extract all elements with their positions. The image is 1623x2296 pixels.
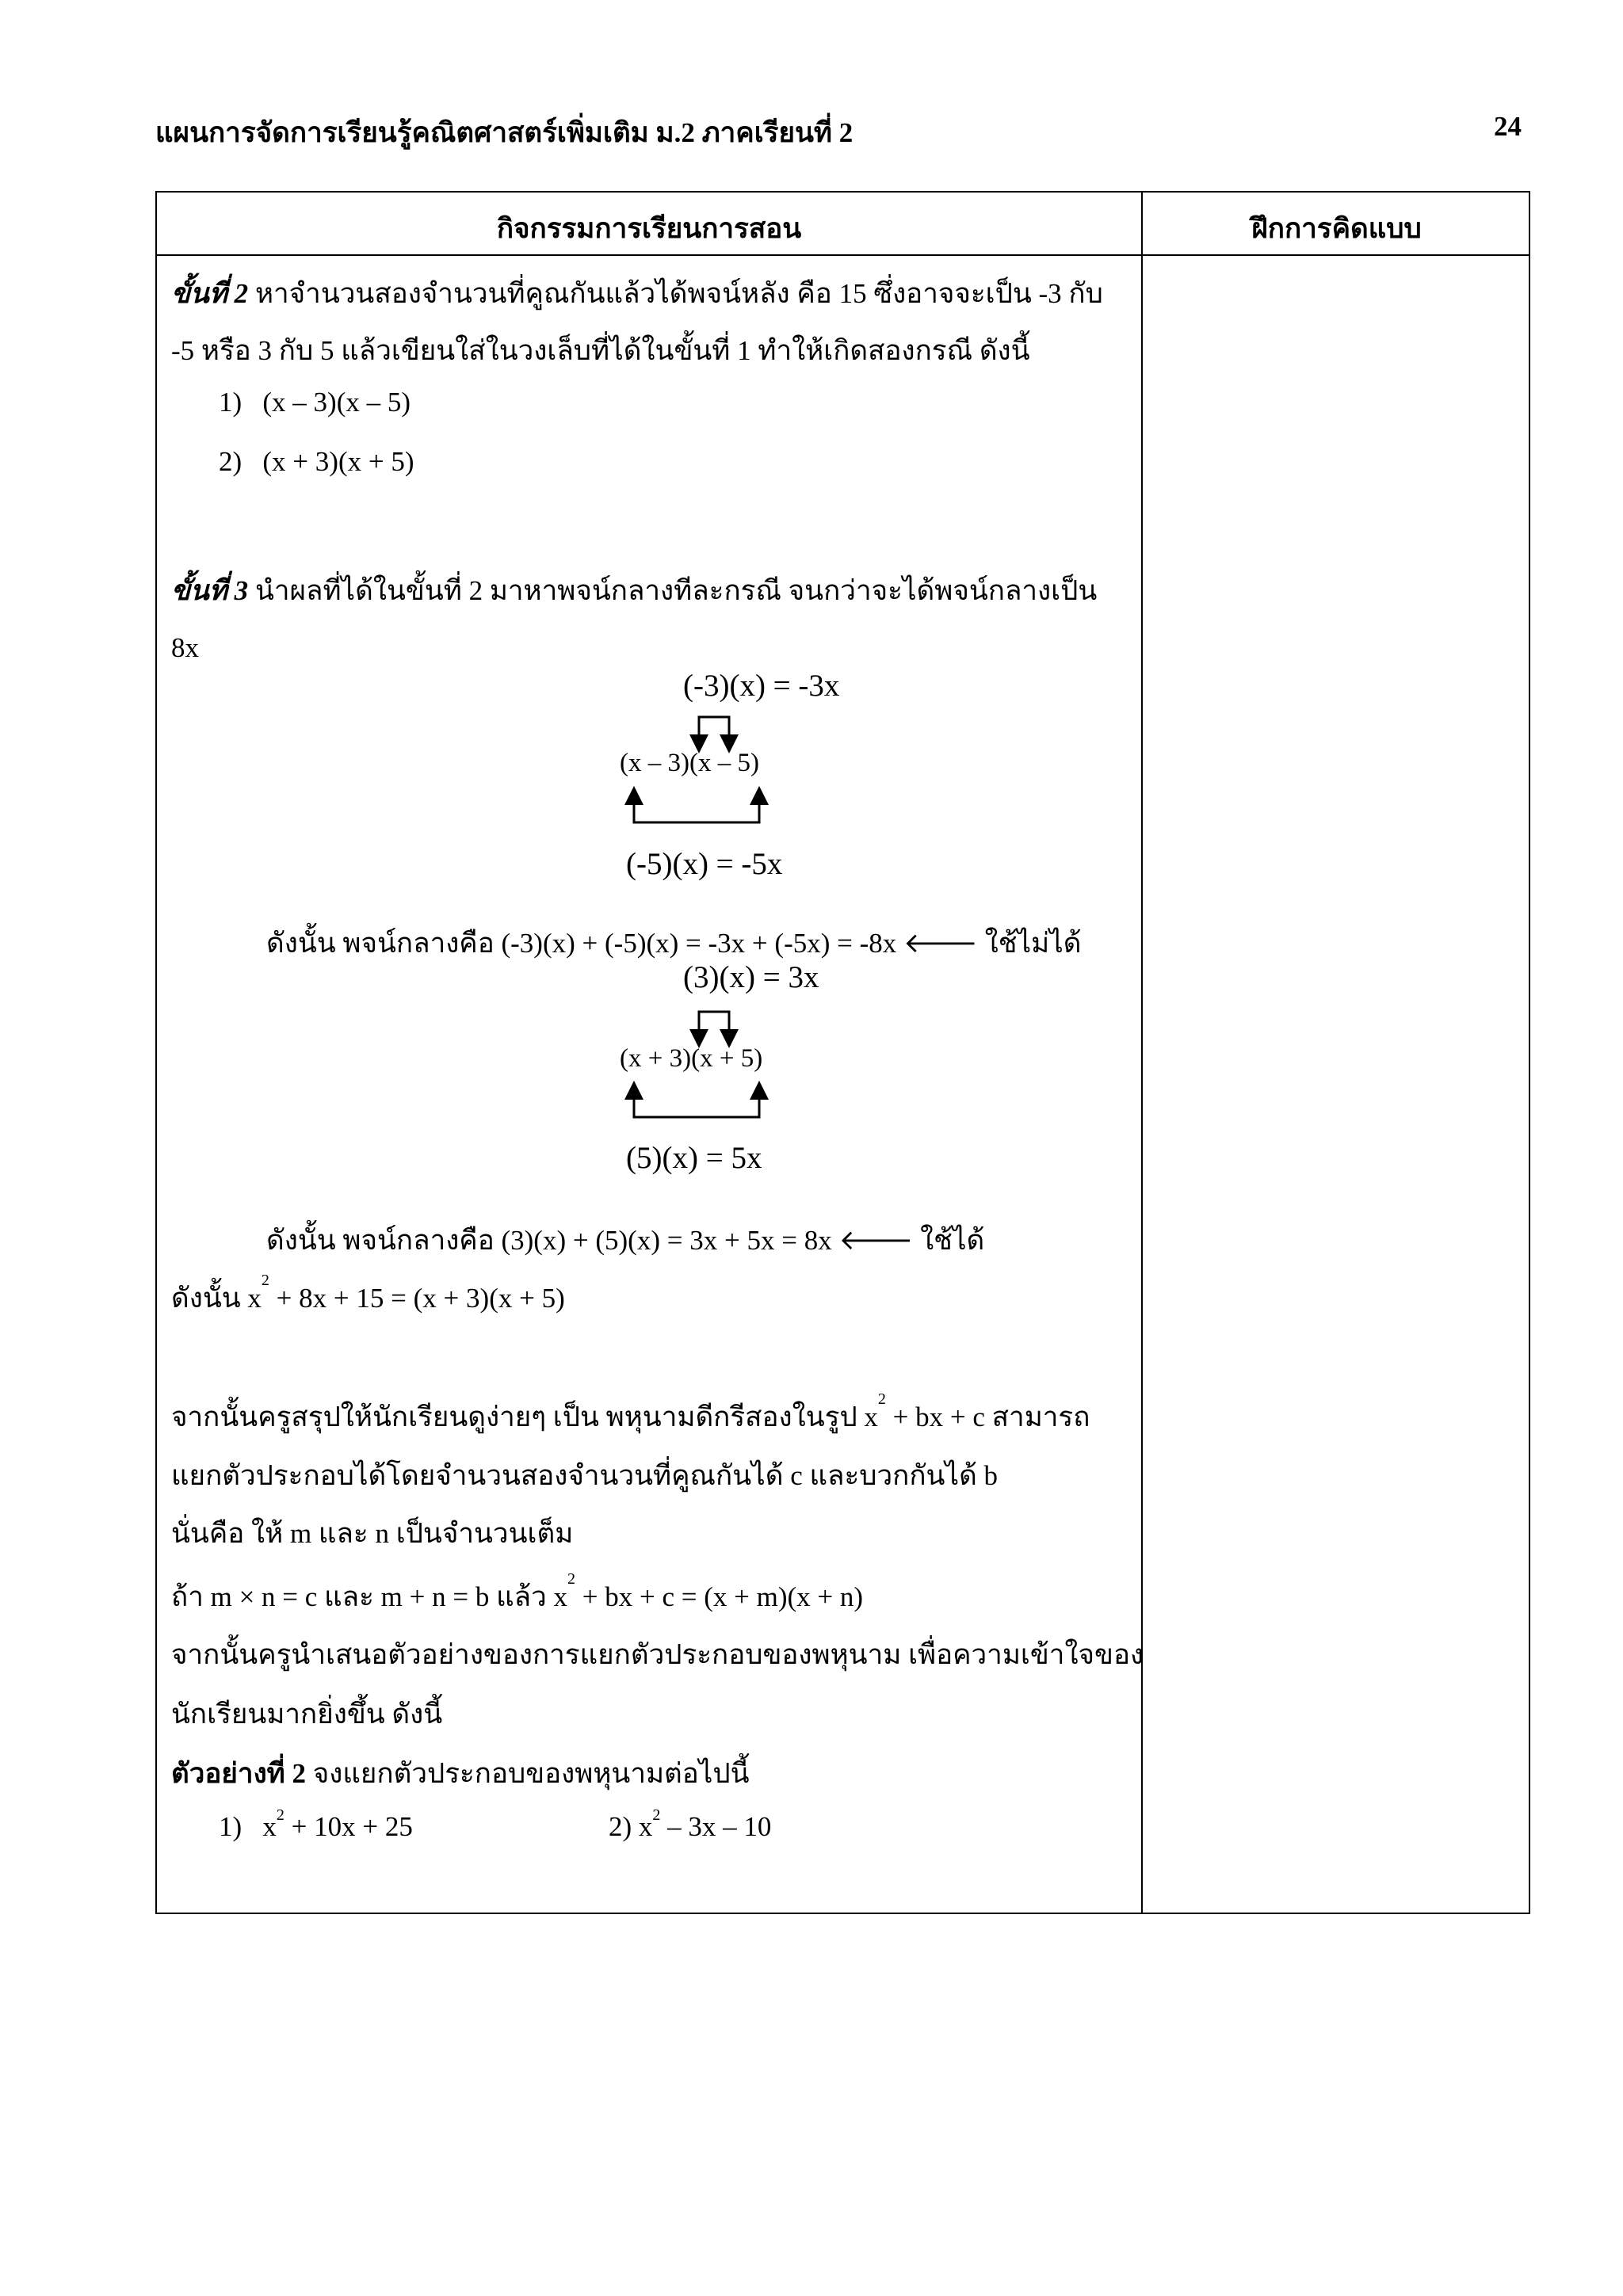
- diagram2-bottom-product: (5)(x) = 5x: [626, 1141, 762, 1175]
- example2-item2: [609, 1806, 772, 1843]
- step2-text1: หาจำนวนสองจำนวนที่คูณกันแล้วได้พจน์หลัง คือ 15 ซึ่งอาจจะเป็น -3 กับ: [248, 278, 1103, 309]
- example2-item1-number: 1): [219, 1811, 242, 1842]
- example2-item2-b: – 3x – 10: [660, 1811, 772, 1842]
- diagram2-expression: (x + 3)(x + 5): [620, 1044, 763, 1073]
- factorization-result: [171, 1272, 565, 1320]
- diagram1-expression: (x – 3)(x – 5): [620, 749, 759, 777]
- diagram2-conclusion: [266, 1219, 984, 1262]
- step3-text1: นำผลที่ได้ในขั้นที่ 2 มาหาพจน์กลางทีละกรณี จนกว่าจะได้พจน์กลางเป็น: [248, 575, 1098, 606]
- case1-number: 1): [219, 387, 242, 418]
- step2-label: ขั้นที่ 2: [171, 278, 249, 309]
- summary-line4-b: + bx + c = (x + m)(x + n): [575, 1581, 864, 1612]
- diagram1-conclusion: [266, 921, 1082, 965]
- result-exponent: 2: [261, 1272, 269, 1289]
- example2-item2-a: 2) x: [609, 1811, 653, 1842]
- diagram2-outer-arrows: [617, 1077, 807, 1141]
- left-arrow-icon: 🡐: [838, 1225, 914, 1256]
- diagram2-conclusion-text: ดังนั้น พจน์กลางคือ (3)(x) + (5)(x) = 3x + 5x = 8x: [266, 1225, 832, 1256]
- header-divider: [157, 254, 1529, 256]
- document-header-title: แผนการจัดการเรียนรู้คณิตศาสตร์เพิ่มเติม ม.2 ภาคเรียนที่ 2: [155, 117, 854, 148]
- case2-expression: (x + 3)(x + 5): [262, 446, 414, 477]
- summary-line4-a: ถ้า m × n = c และ m + n = b แล้ว x: [171, 1581, 567, 1612]
- summary-line4: [171, 1570, 864, 1619]
- summary-line6: นักเรียนมากยิ่งขึ้น ดังนี้: [171, 1699, 443, 1730]
- example2-heading: [171, 1752, 750, 1795]
- summary-line2: แยกตัวประกอบได้โดยจำนวนสองจำนวนที่คูณกันได้ c และบวกกันได้ b: [171, 1460, 999, 1491]
- lesson-table: [155, 191, 1530, 1914]
- page-number: 24: [1494, 111, 1522, 142]
- step3-label: ขั้นที่ 3: [171, 575, 249, 606]
- result-prefix: ดังนั้น x: [171, 1283, 262, 1314]
- diagram1-bottom-product: (-5)(x) = -5x: [626, 847, 783, 881]
- summary-line4-exponent: 2: [567, 1570, 575, 1588]
- summary-line1-a: จากนั้นครูสรุปให้นักเรียนดูง่ายๆ เป็น พหุนามดีกรีสองในรูป x: [171, 1402, 878, 1432]
- diagram2-top-product: (3)(x) = 3x: [683, 960, 819, 994]
- column-header-activities: กิจกรรมการเรียนการสอน: [496, 213, 802, 244]
- summary-line1-exponent: 2: [877, 1390, 886, 1408]
- example2-item2-exponent: 2: [652, 1806, 661, 1824]
- step3-line2: 8x: [171, 632, 199, 663]
- column-header-thinking: ฝึกการคิดแบบ: [1251, 213, 1422, 244]
- diagram1-top-product: (-3)(x) = -3x: [683, 669, 840, 703]
- step2-line1: [171, 272, 1103, 315]
- case1: [219, 387, 411, 418]
- summary-line1: [171, 1390, 1090, 1439]
- case1-expression: (x – 3)(x – 5): [262, 387, 411, 418]
- case2-number: 2): [219, 446, 242, 477]
- example2-item1-b: + 10x + 25: [284, 1811, 413, 1842]
- diagram1-verdict: ใช้ไม่ได้: [984, 928, 1082, 959]
- example2-item1: [219, 1806, 413, 1843]
- step3-line1: [171, 569, 1097, 612]
- left-arrow-icon: 🡐: [903, 928, 978, 959]
- example2-item1-a: x: [262, 1811, 277, 1842]
- summary-line5: จากนั้นครูนำเสนอตัวอย่างของการแยกตัวประกอบของพหุนาม เพื่อความเข้าใจของ: [171, 1639, 1144, 1670]
- diagram1-conclusion-text: ดังนั้น พจน์กลางคือ (-3)(x) + (-5)(x) = -3x + (-5x) = -8x: [266, 928, 897, 959]
- diagram2-verdict: ใช้ได้: [920, 1225, 985, 1256]
- summary-line3: นั่นคือ ให้ m และ n เป็นจำนวนเต็ม: [171, 1518, 574, 1549]
- case2: [219, 446, 414, 478]
- example2-text: จงแยกตัวประกอบของพหุนามต่อไปนี้: [305, 1758, 750, 1789]
- result-suffix: + 8x + 15 = (x + 3)(x + 5): [269, 1283, 565, 1314]
- example2-item1-exponent: 2: [276, 1806, 285, 1824]
- summary-line1-b: + bx + c สามารถ: [885, 1402, 1090, 1432]
- step2-line2: -5 หรือ 3 กับ 5 แล้วเขียนใส่ในวงเล็บที่ได้ในขั้นที่ 1 ทำให้เกิดสองกรณี ดังนี้: [171, 335, 1030, 366]
- example2-label: ตัวอย่างที่ 2: [171, 1758, 306, 1789]
- diagram1-outer-arrows: [617, 783, 807, 846]
